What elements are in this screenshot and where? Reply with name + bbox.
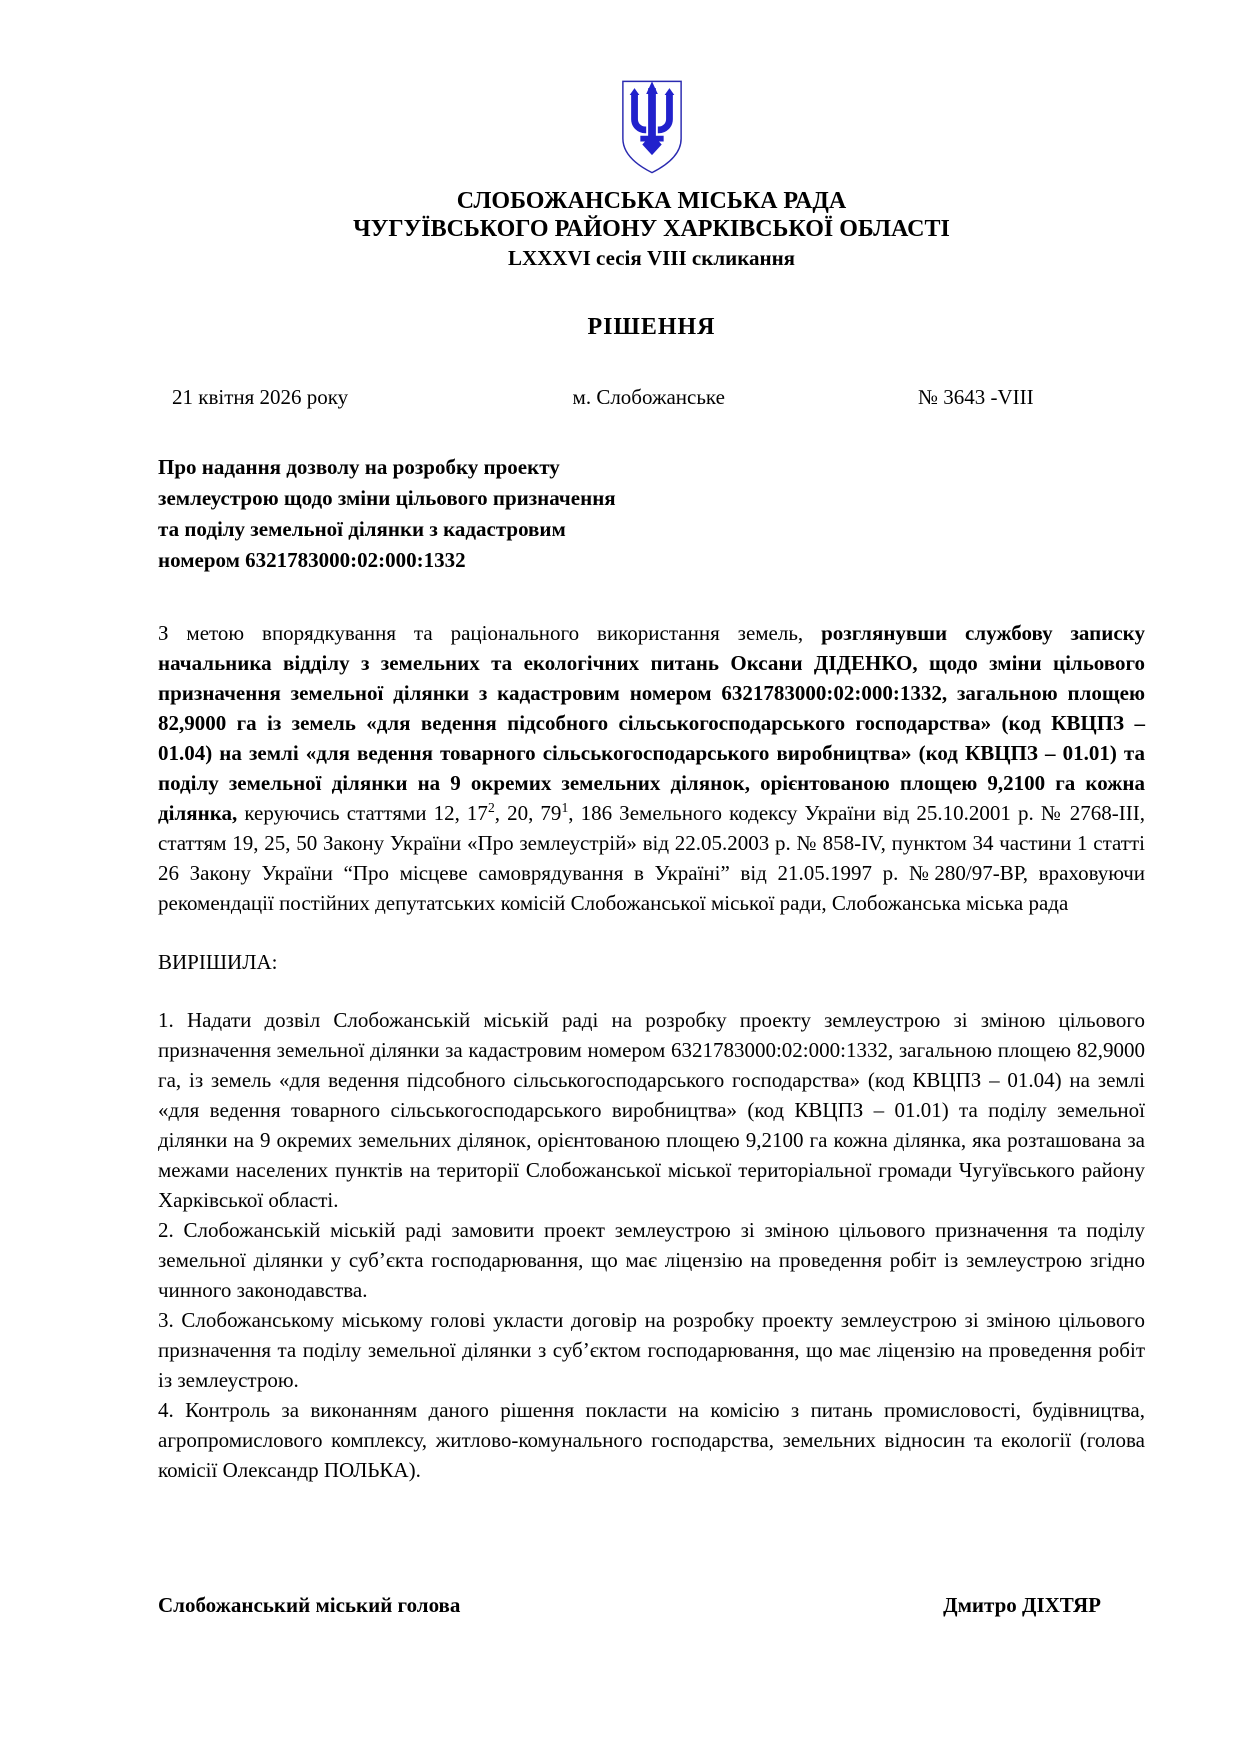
signature-position: Слобожанський міський голова: [158, 1593, 461, 1617]
ukraine-trident-icon: [619, 78, 685, 176]
resolution-item-3: 3. Слобожанському міському голові укласти договір на розробку проекту землеустрою зі зміною цільового призначення та поділу земельної ділянки з суб’єктом господарювання, що має ліцензію на проведення робіт із землеустрою.: [158, 1308, 1145, 1392]
signature-row: [158, 1593, 1145, 1618]
meta-number: № 3643 -VIII: [917, 385, 1034, 409]
meta-row: [158, 385, 1145, 410]
resolution-item-2: 2. Слобожанській міській раді замовити проект землеустрою зі зміною цільового призначення та поділу земельної ділянки у суб’єкта господарювання, що має ліцензію на проведення робіт із землеустрою згідно чинного законодавства.: [158, 1218, 1145, 1302]
session-line: LXXXVI сесія VIII скликання: [507, 246, 796, 270]
subject-line: Про надання дозволу на розробку проекту: [158, 455, 560, 479]
subject-line: та поділу земельної ділянки з кадастровим: [158, 517, 566, 541]
subject-line: номером 6321783000:02:000:1332: [158, 548, 466, 572]
resolution-label: ВИРІШИЛА:: [158, 950, 278, 974]
resolution-item-4: 4. Контроль за виконанням даного рішення покласти на комісію з питань промисловості, будівництва, агропромислового комплексу, житлово-комунального господарства, земельних відносин та екології (голова комісії Олександр ПОЛЬКА).: [158, 1398, 1145, 1482]
meta-place: м. Слобожанське: [572, 385, 725, 409]
org-region: ЧУГУЇВСЬКОГО РАЙОНУ ХАРКІВСЬКОЇ ОБЛАСТІ: [353, 216, 950, 242]
subject-block: [158, 452, 1145, 576]
org-name: СЛОБОЖАНСЬКА МІСЬКА РАДА: [456, 188, 847, 214]
coat-of-arms: [158, 78, 1145, 181]
meta-date: 21 квітня 2026 року: [172, 385, 349, 409]
subject-line: землеустрою щодо зміни цільового призначення: [158, 486, 616, 510]
signature-name: Дмитро ДІХТЯР: [943, 1593, 1101, 1617]
resolution-item-1: 1. Надати дозвіл Слобожанській міській раді на розробку проекту землеустрою зі зміною цільового призначення земельної ділянки за кадастровим номером 6321783000:02:000:1332, загальною площею 82,9000 га, із земель «для ведення підсобного сільськогосподарського господарства» (код КВЦПЗ – 01.04) на землі «для ведення товарного сільськогосподарського виробництва» (код КВЦПЗ – 01.01) та поділу земельної ділянки на 9 окремих земельних ділянок, орієнтованою площею 9,2100 га кожна ділянка, яка розташована за межами населених пунктів на території Слобожанської міської територіальної громади Чугуївського району Харківської області.: [158, 1008, 1145, 1212]
doc-type-title: РІШЕННЯ: [587, 314, 716, 340]
preamble-paragraph: З метою впорядкування та раціонального використання земель, розглянувши службову записку начальника відділу з земельних та екологічних питань Оксани ДІДЕНКО, щодо зміни цільового призначення земельної ділянки з кадастровим номером 6321783000:02:000:1332, загальною площею 82,9000 га із земель «для ведення підсобного сільськогосподарського господарства» (код КВЦПЗ – 01.04) на землі «для ведення товарного сільськогосподарського виробництва» (код КВЦПЗ – 01.01) та поділу земельної ділянки на 9 окремих земельних ділянок, орієнтованою площею 9,2100 га кожна ділянка, керуючись статтями 12, $17^2$, 20, $79^1$, 186 Земельного кодексу України від 25.10.2001 р. № 2768-ІІІ, статтям 19, 25, 50 Закону України «Про землеустрій» від 22.05.2003 р. № 858-ІV, пунктом 34 частини 1 статті 26 Закону України “Про місцеве самоврядування в Україні” від 21.05.1997 р. №280/97-ВР, враховуючи рекомендації постійних депутатських комісій Слобожанської міської ради, Слобожанська міська рада: [158, 621, 1146, 915]
